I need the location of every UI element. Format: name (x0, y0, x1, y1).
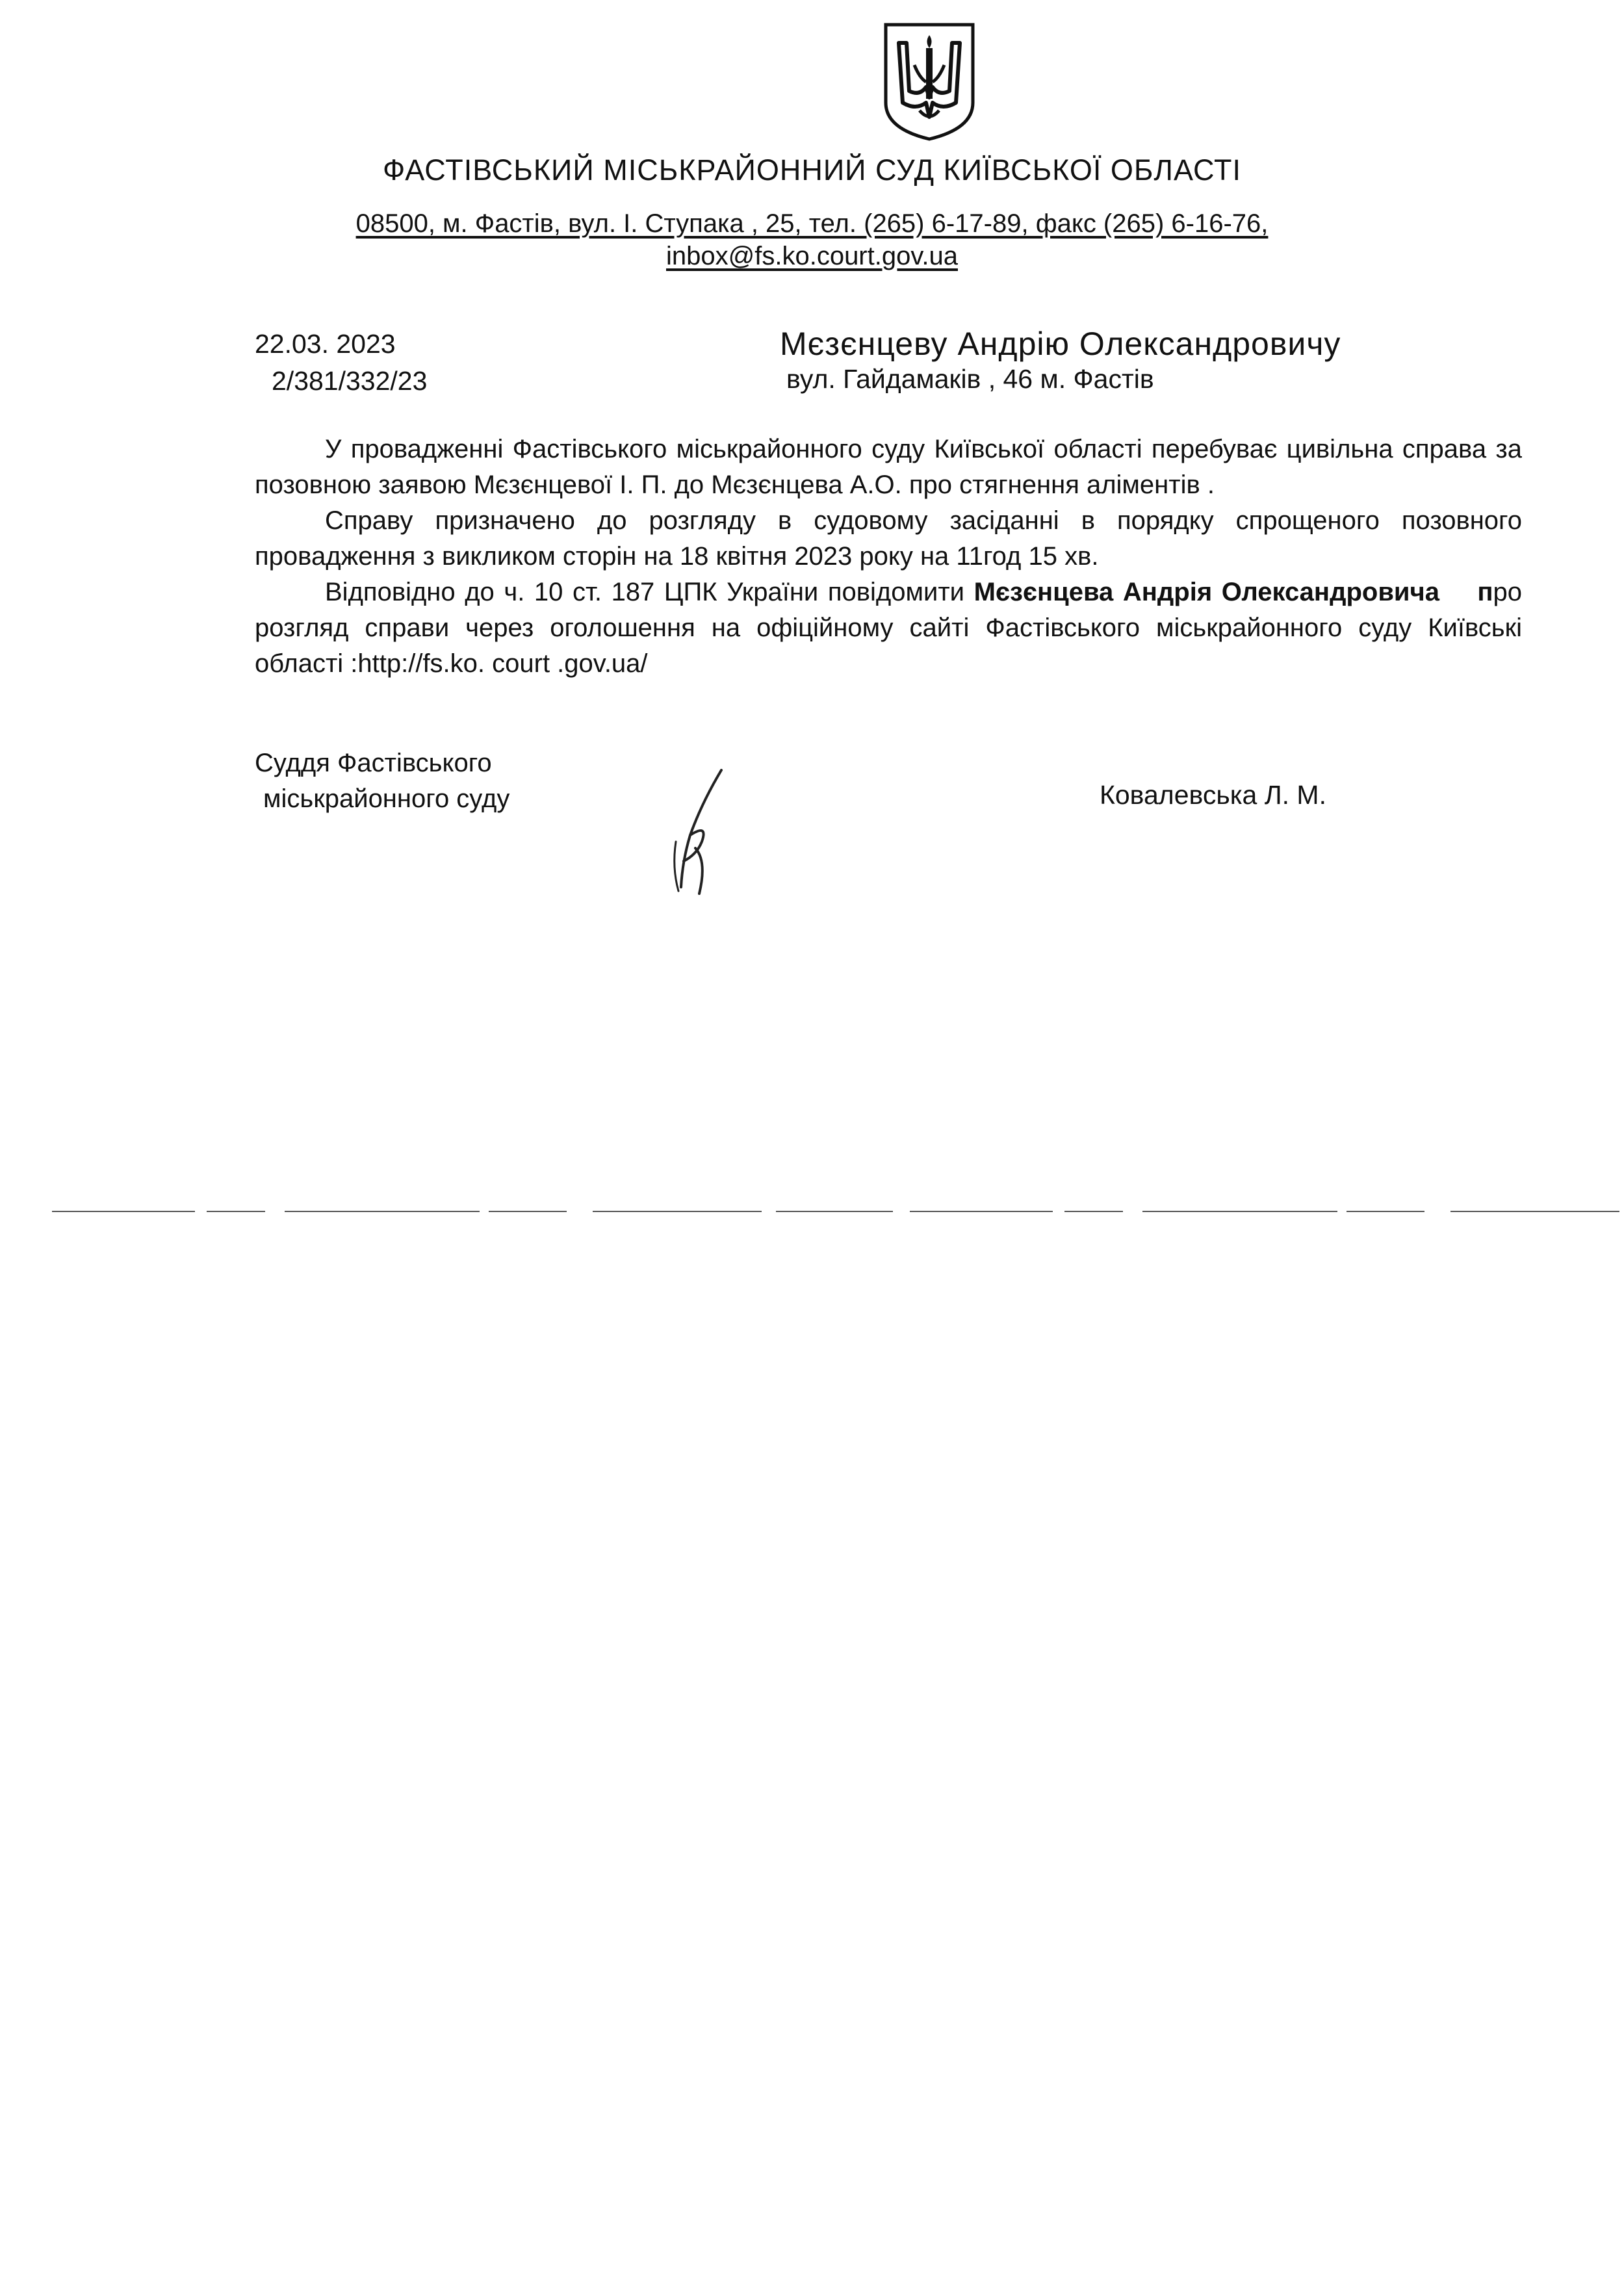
bold-letter: п (1477, 578, 1493, 606)
recipient-address: вул. Гайдамаків , 46 м. Фастів (786, 364, 1154, 394)
judge-name: Ковалевська Л. М. (1100, 780, 1326, 810)
paragraph-1: У провадженні Фастівського міськрайонного суду Київської області перебуває цивільна справа за позовною заявою Мєзєнцевої І. П. до Мєзєнцева А.О. про стягнення аліментів . (255, 435, 1522, 499)
letter-body (255, 432, 1522, 682)
defendant-name: Мєзєнцева Андрія Олександровича (973, 578, 1439, 606)
court-address: 08500, м. Фастів, вул. І. Ступака , 25, тел. (265) 6-17-89, факс (265) 6-16-76, (355, 209, 1269, 238)
paragraph-3-intro: Відповідно до ч. 10 ст. 187 ЦПК України повідомити (325, 578, 974, 606)
document-date: 22.03. 2023 (255, 329, 396, 359)
paragraph-3-rest: ро розгляд справи через оголошення на офіційному сайті Фастівського міськрайонного суду Київські області :http://fs.ko. court .gov.ua/ (255, 578, 1522, 678)
reference-number: 2/381/332/23 (272, 366, 428, 396)
recipient-name: Мєзєнцеву Андрію Олександровичу (780, 326, 1341, 362)
signer-title-line1: Суддя Фастівського (255, 749, 492, 777)
paragraph-3 (255, 575, 1522, 682)
court-email: inbox@fs.ko.court.gov.ua (666, 242, 958, 270)
scan-artifact-line (0, 1210, 1624, 1213)
court-name: ФАСТІВСЬКИЙ МІСЬКРАЙОННИЙ СУД КИЇВСЬКОЇ ОБЛАСТІ (383, 153, 1241, 187)
paragraph-2: Справу призначено до розгляду в судовому засіданні в порядку спрощеного позовного провадження з викликом сторін на 18 квітня 2023 року на 11год 15 хв. (255, 506, 1522, 571)
signer-title-line2: міськрайонного суду (263, 784, 510, 813)
handwritten-signature (656, 764, 754, 900)
coat-of-arms-icon (881, 19, 978, 143)
